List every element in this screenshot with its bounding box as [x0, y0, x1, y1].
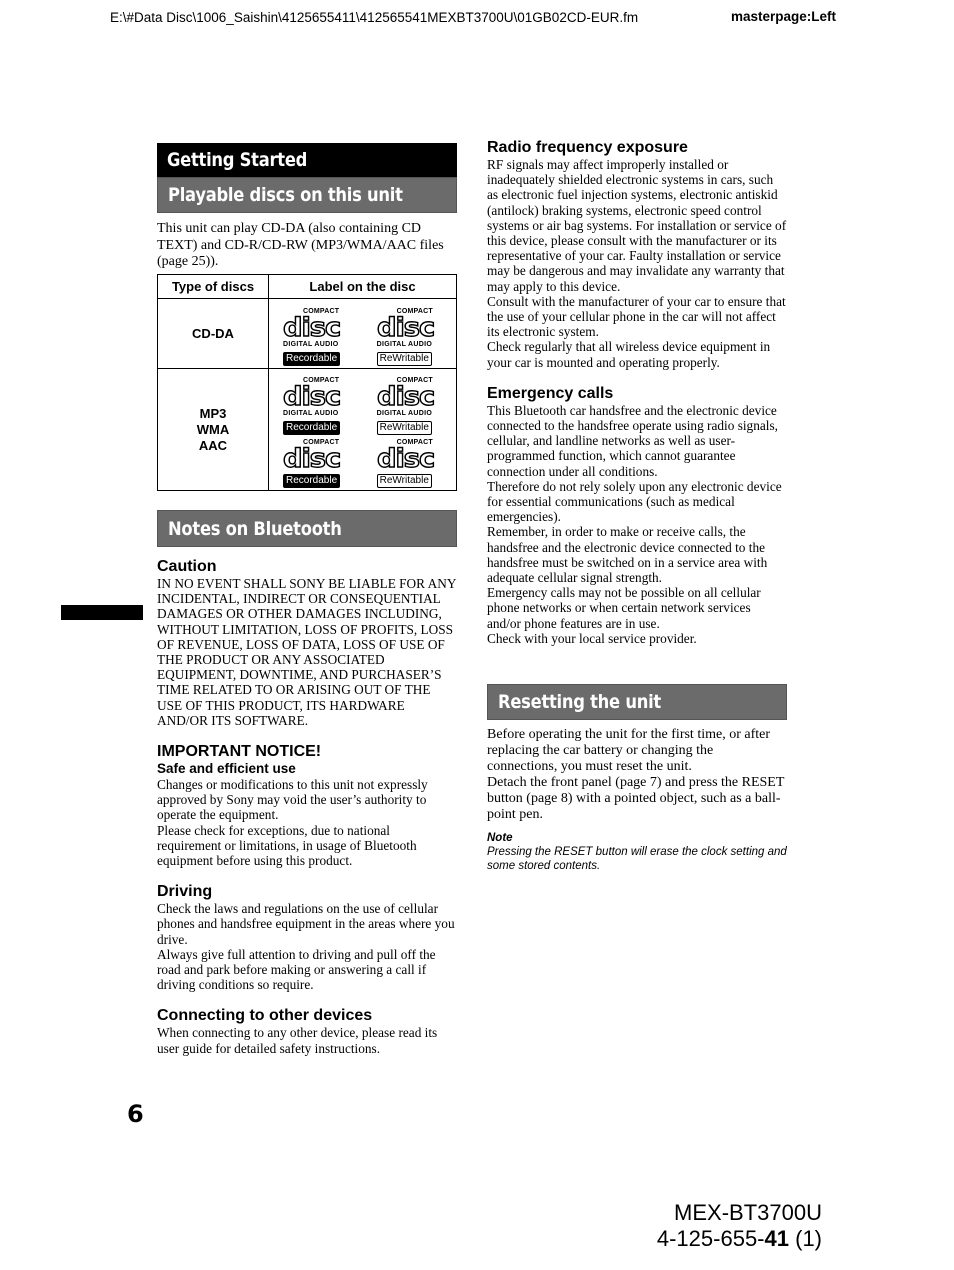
- emergency-text-3: Remember, in order to make or receive calls, the handsfree and the electronic device connected to the handsfree must be switched on in a service area with adequate cellular signal strength.: [487, 524, 768, 586]
- cd-recordable-logo: COMPACT disc DIGITAL AUDIO Recordable: [283, 308, 349, 366]
- type-cell-mp3-wma-aac: MP3 WMA AAC: [158, 369, 269, 491]
- chapter-title: Getting Started: [167, 149, 308, 171]
- disc-logo-icon: disc: [283, 381, 341, 412]
- label-cell-cd-da: [269, 299, 457, 369]
- playable-discs-table: [157, 274, 457, 491]
- cd-rewritable-digital-audio-logo: COMPACT disc DIGITAL AUDIO ReWritable: [377, 377, 443, 435]
- section-title-bar: [157, 510, 457, 547]
- intro-paragraph: This unit can play CD-DA (also containing CD TEXT) and CD-R/CD-RW (MP3/WMA/AAC files (page 25)).: [157, 221, 444, 269]
- note-text: Pressing the RESET button will erase the clock setting and some stored contents.: [487, 846, 787, 872]
- connecting-text: When connecting to any other device, please read its user guide for detailed safety instructions.: [157, 1025, 438, 1056]
- rf-exposure-heading: Radio frequency exposure: [487, 139, 688, 156]
- label-cell-mp3-wma-aac: [269, 369, 457, 491]
- important-notice-heading: IMPORTANT NOTICE!: [157, 743, 322, 761]
- driving-text-2: Always give full attention to driving and pull off the road and park before making or answering a call if driving conditions so require.: [157, 946, 436, 993]
- disc-logo-icon: disc: [376, 381, 434, 412]
- emergency-text-1: This Bluetooth car handsfree and the electronic device connected to the handsfree operate using radio signals, cellular, and landline networks as well as user-programmed function, which cannot guarantee connection under all conditions.: [487, 402, 778, 479]
- section-title-bar: [487, 684, 787, 720]
- header-type-of-discs: Type of discs: [158, 275, 269, 299]
- disc-logo-icon: disc: [283, 443, 341, 474]
- model-code-block: [657, 1200, 822, 1252]
- note-heading: Note: [487, 832, 513, 844]
- caution-text: IN NO EVENT SHALL SONY BE LIABLE FOR ANY INCIDENTAL, INDIRECT OR CONSEQUENTIAL DAMAGES OR OTHER DAMAGES INCLUDING, WITHOUT LIMITATION, LOSS OF PROFITS, LOSS OF REVENUE, LOSS OF DATA, LOSS OF USE OF THE PRODUCT OR ANY ASSOCIATED EQUIPMENT, DOWNTIME, AND PURCHASER’S TIME RELATED TO OR ARISING OUT OF THE USE OF THIS PRODUCT, ITS HARDWARE AND/OR ITS SOFTWARE.: [157, 576, 456, 728]
- section-title-notes-bluetooth: Notes on Bluetooth: [168, 517, 342, 540]
- rf-text-2: Consult with the manufacturer of your car to ensure that the use of your cellular phone in the car will not affect its electronic system.: [487, 293, 786, 340]
- rf-text-1: RF signals may affect improperly installed or inadequately shielded electronic systems in cars, such as electronic fuel injection systems, electronic antiskid (antilock) braking systems, electronic speed control systems or air bag systems. For installation or service of this device, please consult with the manufacturer or its representative of your car. Faulty installation or service may be dangerous and may invalidate any warranty that may apply to this device.: [487, 157, 787, 294]
- table-row-mp3-wma-aac: [158, 369, 457, 491]
- safe-use-heading: Safe and efficient use: [157, 761, 296, 777]
- cd-rewritable-data-logo: COMPACT disc ReWritable: [377, 439, 443, 488]
- masterpage-label: masterpage:Left: [731, 9, 837, 24]
- disc-logo-icon: disc: [376, 312, 434, 343]
- section-title-bar: [157, 177, 457, 213]
- section-title-resetting-unit: Resetting the unit: [498, 691, 661, 713]
- reset-text-2: Detach the front panel (page 7) and press the RESET button (page 8) with a pointed object, such as a ball-point pen.: [487, 775, 785, 822]
- emergency-calls-heading: Emergency calls: [487, 384, 614, 402]
- safe-use-text-1: Changes or modifications to this unit not expressly approved by Sony may void the user’s authority to operate the equipment.: [157, 777, 428, 823]
- page-number: 6: [127, 1100, 144, 1128]
- emergency-text-5: Check with your local service provider.: [487, 630, 697, 646]
- disc-logo-icon: disc: [283, 312, 341, 343]
- model-name: MEX-BT3700U: [674, 1200, 822, 1225]
- driving-text-1: Check the laws and regulations on the use of cellular phones and handsfree equipment in the areas where you drive.: [157, 901, 455, 947]
- caution-heading: Caution: [157, 558, 217, 575]
- part-number: 4-125-655-41 (1): [656, 1226, 822, 1251]
- table-row-cd-da: [158, 299, 457, 369]
- table-header-row: [158, 275, 457, 299]
- reset-column: [487, 727, 787, 873]
- rf-text-3: Check regularly that all wireless device equipment in your car is mounted and operating properly.: [487, 339, 771, 370]
- disc-logo-icon: disc: [376, 443, 434, 474]
- cd-rewritable-logo: COMPACT disc DIGITAL AUDIO ReWritable: [377, 308, 443, 366]
- right-column-upper: [487, 138, 787, 646]
- section-title-playable-discs: Playable discs on this unit: [168, 184, 403, 206]
- header-label-on-disc: Label on the disc: [269, 275, 457, 299]
- chapter-side-tab: [61, 605, 143, 620]
- connecting-heading: Connecting to other devices: [157, 1007, 373, 1025]
- chapter-title-bar: [157, 143, 457, 177]
- cd-recordable-digital-audio-logo: COMPACT disc DIGITAL AUDIO Recordable: [283, 377, 349, 435]
- safe-use-text-2: Please check for exceptions, due to national requirement or limitations, in usage of Bluetooth equipment before using this product.: [157, 822, 417, 869]
- file-path: E:\#Data Disc\1006_Saishin\4125655411\412565541MEXBT3700U\01GB02CD-EUR.fm: [110, 10, 639, 25]
- emergency-text-2: Therefore do not rely solely upon any electronic device for essential communications (such as medical emergencies).: [487, 478, 782, 525]
- driving-heading: Driving: [157, 883, 213, 901]
- type-cell-cd-da: CD-DA: [158, 299, 269, 369]
- cd-recordable-data-logo: COMPACT disc Recordable: [283, 439, 349, 488]
- bluetooth-notes-column: [157, 557, 457, 1056]
- emergency-text-4: Emergency calls may not be possible on all cellular phone networks or when certain network services and/or phone features are in use.: [487, 585, 761, 631]
- reset-text-1: Before operating the unit for the first time, or after replacing the car battery or changing the connections, you must reset the unit.: [487, 727, 771, 774]
